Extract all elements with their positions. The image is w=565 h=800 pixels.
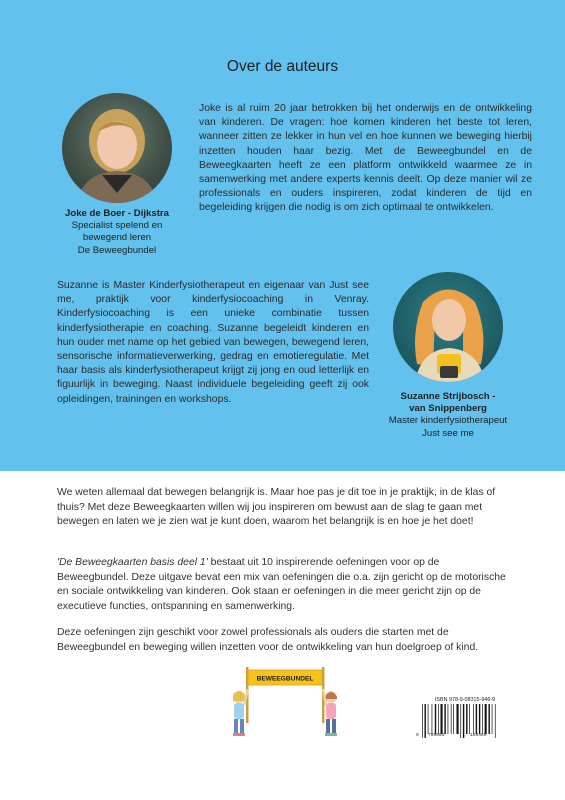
isbn-text: ISBN 978-9-08315-946-9 (434, 697, 496, 703)
author2-bio: Suzanne is Master Kinderfysiotherapeut en eigenaar van Just see me, praktijk voor kinderfysiocoaching in Venray. Kinderfysiocoaching is een unieke combinatie tussen kinderfysiotherapie en coaching. Suzanne begeleidt kinderen en hun ouder met name op het gebied van bewegen, bewegend leren, sensorische informatieverwerking, gedrag en emotieregulatie. Met haar basis als kinderfysiotherapeut krijgt zij jong en oud letterlijk en figuurlijk in beweging. Naast individuele begeleiding geeft zij ook opleidingen, trainingen en workshops. (57, 280, 369, 405)
author2-photo (393, 272, 503, 382)
author2-caption (372, 391, 524, 440)
author2-role-line1: Master kinderfysiotherapeut (388, 415, 508, 427)
barcode-digits-right: 159469 (470, 733, 487, 738)
beweegbundel-banner-illustration (226, 665, 344, 745)
banner-text: BEWEEGBUNDEL (256, 675, 314, 683)
author1-portrait-icon (62, 93, 172, 203)
author1-role-line1: Specialist spelend en (71, 220, 163, 232)
section-heading: Over de auteurs (226, 58, 339, 75)
blurb-paragraph-2 (57, 556, 509, 614)
blurb-paragraph-1: We weten allemaal dat bewegen belangrijk is. Maar hoe pas je dit toe in je praktijk, in de klas of thuis? Met deze Beweegkaarten willen wij jou inspireren om bewust aan de slag te gaan met bewegen en laten we je zien wat je kunt doen, waarom het belangrijk is en hoe je het doet! (57, 487, 496, 528)
barcode-icon (420, 696, 510, 748)
author1-photo (62, 93, 172, 203)
author2-portrait-icon (393, 272, 503, 382)
author1-caption (40, 208, 194, 257)
author1-name: Joke de Boer - Dijkstra (65, 208, 169, 219)
author1-role-line3: De Beweegbundel (77, 244, 157, 256)
blurb-paragraph-3: Deze oefeningen zijn geschikt voor zowel professionals als ouders die starten met de Beweegbundel en beweging willen inzetten voor de ontwikkeling van hun doelgroep of kind. (57, 627, 479, 653)
author2-name-line2: van Snippenberg (409, 403, 487, 415)
barcode-digit-first: 9 (416, 733, 419, 738)
author1-bio: Joke is al ruim 20 jaar betrokken bij het onderwijs en de ontwikkeling van kinderen. De vragen: hoe komen kinderen het beste tot leren, wanneer zitten ze lekker in hun vel en hoe kunnen we beweging hierbij inzetten houden haar bezig. Met de Beweegbundel en de Beweegkaarten heeft ze een platform ontwikkeld waarmee ze in samenwerking met andere experts kennis deelt. Op deze manier wil ze professionals en ouders inspireren, zodat kinderen de tijd en begeleiding krijgen die nodig is om zich optimaal te ontwikkelen. (199, 103, 532, 214)
author2-role-line2: Just see me (422, 427, 474, 439)
author1-role-line2: bewegend leren (82, 232, 152, 244)
blurb-paragraph-2-text: bestaat uit 10 inspirerende oefeningen voor op de Beweegbundel. Deze uitgave bevat een mix van oefeningen die o.a. zijn gericht op de motorische en sociale ontwikkeling van kinderen. Ook staan er oefeningen in die meer gericht zijn op de executieve functies, ontspanning en samenwerking. (57, 557, 506, 612)
barcode-digits-left: 789083 (428, 733, 445, 738)
author2-name-line1: Suzanne Strijbosch - (400, 391, 496, 402)
blurb-title: 'De Beweegkaarten basis deel 1' (57, 557, 208, 568)
